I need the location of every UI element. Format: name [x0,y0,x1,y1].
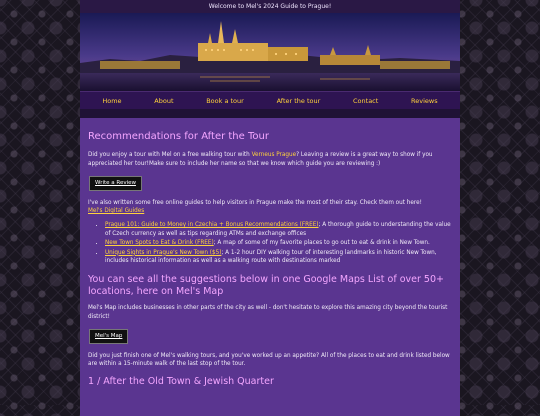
guide-link-unique-sights[interactable]: Unique Sights in Prague's New Town ($5) [105,249,222,256]
nav-reviews[interactable]: Reviews [411,96,438,105]
guide-link-money[interactable]: Prague 101: Guide to Money in Czechia + Bonus Recommendations (FREE) [105,222,319,229]
write-review-button[interactable]: Write a Review [89,176,142,190]
page-title: Recommendations for After the Tour [88,131,269,142]
nav-after-the-tour[interactable]: After the tour [276,96,321,105]
guide-link-eat-drink[interactable]: New Town Spots to Eat & Drink (FREE) [105,240,214,247]
digital-guides-link[interactable]: Mel's Digital Guides [88,208,145,215]
main-content [80,118,460,416]
welcome-banner: Welcome to Mel's 2024 Guide to Prague! [80,0,460,13]
page-container [80,0,460,405]
maps-paragraph: Mel's Map includes businesses in other parts of the city as well - don't hesitate to explore this amazing city beyond the tourist district! [88,305,448,320]
guides-text: I've also written some free online guides to help visitors in Prague make the most of their stay. Check them out here! [88,199,422,206]
walk-paragraph: Did you just finish one of Mel's walking tours, and you've worked up an appetite? All of the places to eat and drink listed below are within a 15-minute walk of the last stop of the tour. [88,352,450,368]
list-item [105,239,452,247]
section-heading-old-town: 1 / After the Old Town & Jewish Quarter [88,375,274,387]
intro-paragraph [88,151,452,168]
guide-desc: ; A 1-2 hour DIY walking tour of interesting landmarks in historic New Town, includes historical information as well as a walking route with destinations marked [105,249,437,265]
list-item [105,249,452,266]
nav-contact[interactable]: Contact [353,96,379,105]
intro-text: Did you enjoy a tour with Mel on a free walking tour with [88,152,252,159]
verneus-prague-link[interactable]: Verneus Prague [251,152,297,159]
guides-list [88,221,452,265]
intro-text-2: ? Leaving a review is a great way to show if you appreciated her tour!Make sure to include her name so that we know which guide you are reviewing :) [88,152,433,167]
mels-map-button[interactable]: Mel's Map [89,329,128,343]
nav-book-a-tour[interactable]: Book a tour [206,96,244,105]
maps-heading: You can see all the suggestions below in one Google Maps List of over 50+ locations, here on Mel's Map [88,274,444,298]
nav-about[interactable]: About [154,96,174,105]
guides-paragraph [88,199,452,216]
nav-spacer [80,109,460,118]
list-item [105,221,452,238]
main-nav [80,91,460,109]
nav-home[interactable]: Home [102,96,122,105]
hero-image [80,13,460,91]
guide-desc: ; A map of some of my favorite places to go out to eat & drink in New Town. [213,240,430,247]
prague-castle-illustration [80,13,460,91]
guide-desc: ; A thorough guide to understanding the value of Czech currency as well as tips regarding ATMs and exchange offices [105,222,451,237]
